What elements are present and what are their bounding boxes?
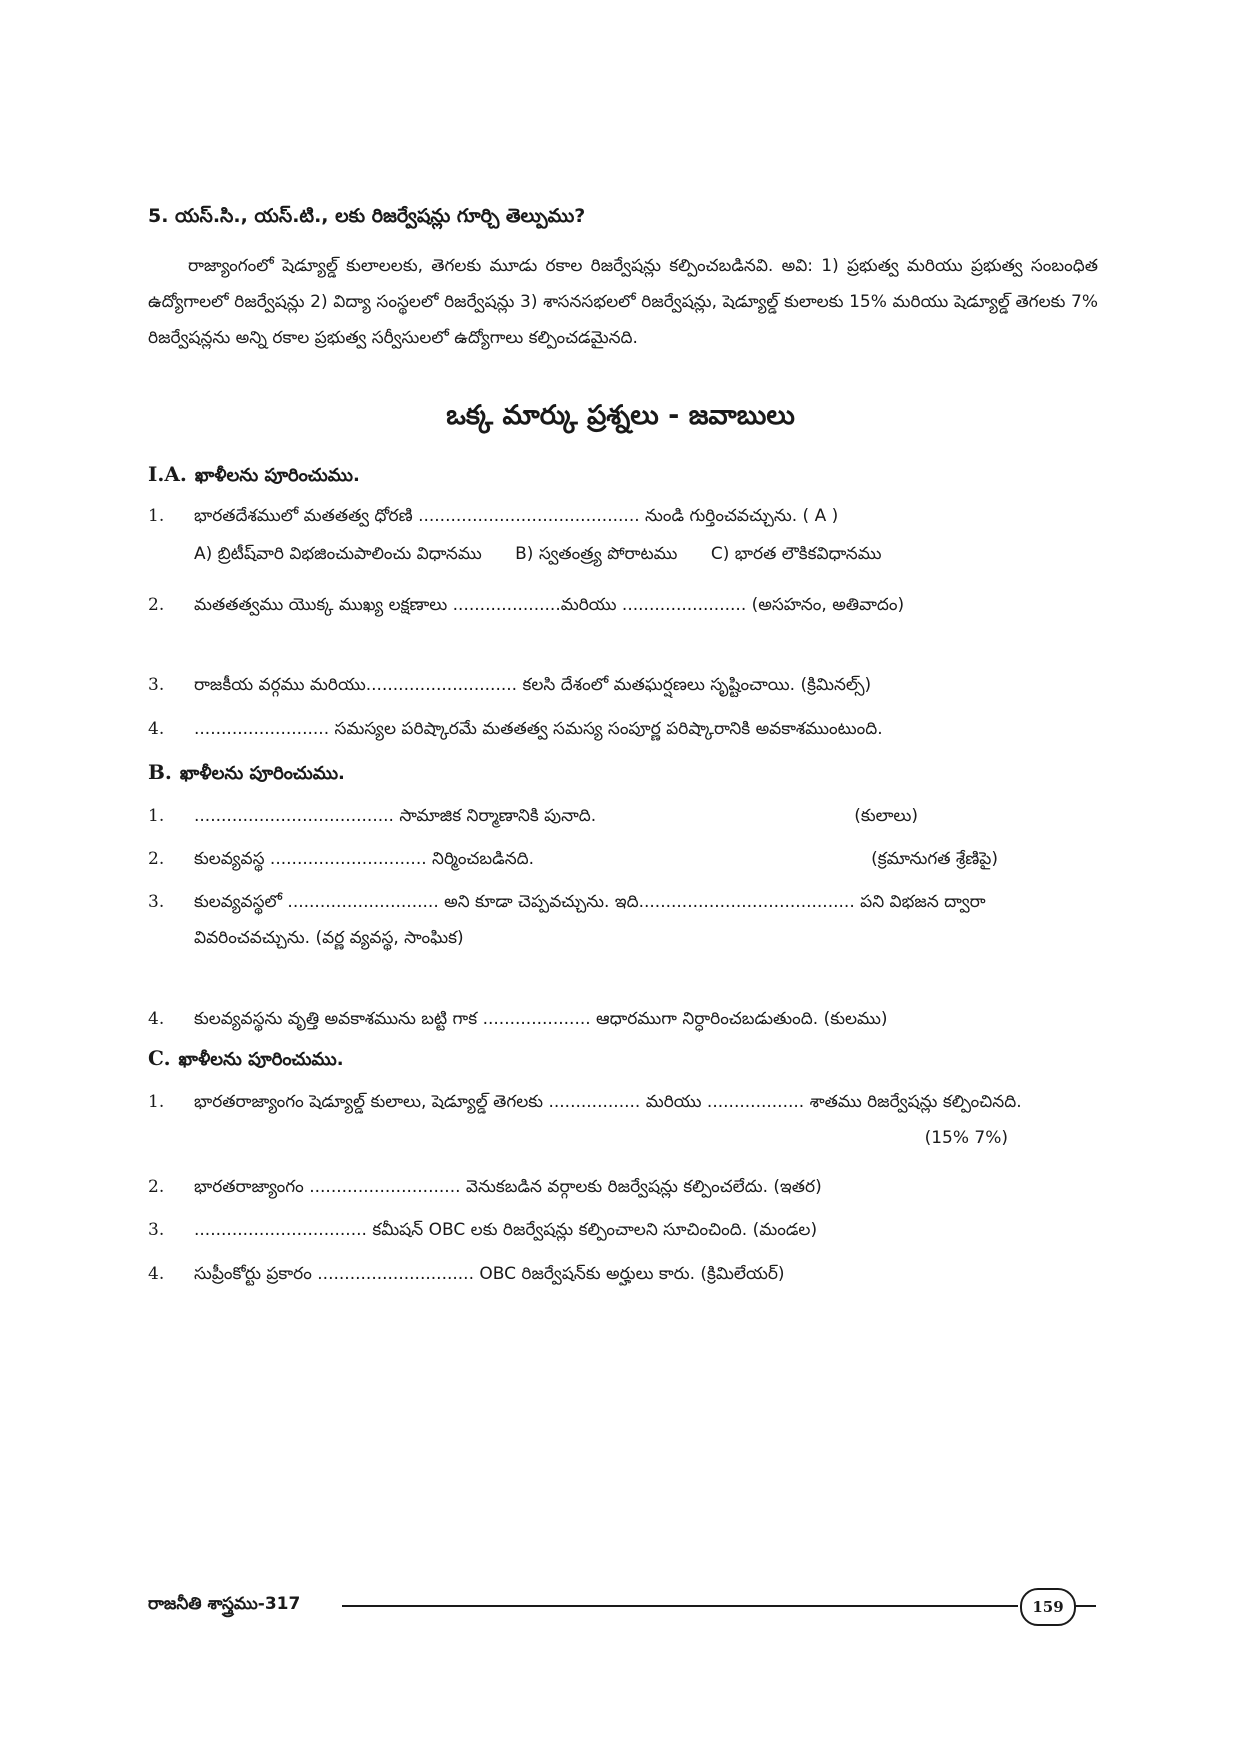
- item-text: భారతదేశములో మతతత్వ ధోరణి ......................................... నుండి గుర్తించవచ్చును. (: [194, 506, 810, 526]
- item-number: 1.: [148, 506, 165, 526]
- section-c-code: C.: [148, 1046, 171, 1070]
- item-text: ..................................... సామాజిక నిర్మాణానికి పునాది.: [194, 806, 597, 826]
- option-a: A) బ్రిటీష్‌వారి విభజించుపాలించు విధానము: [194, 544, 482, 564]
- page-number: 159: [1020, 1588, 1076, 1626]
- item-text: రాజకీయ వర్గము మరియు............................ కలసి దేశంలో మతఘర్షణలు సృష్టించాయి. (క్రిమినల్స్): [194, 675, 872, 695]
- item-number: 1.: [148, 1092, 165, 1112]
- item-text: మతతత్వము యొక్క ముఖ్య లక్షణాలు ....................మరియు ....................... (అసహనం, అతివాదం): [194, 595, 905, 615]
- item-number: 2.: [148, 849, 165, 869]
- section-ia-code: I.A.: [148, 462, 187, 486]
- b-item-4: [148, 1001, 1098, 1037]
- ia-item-3: [148, 667, 1098, 703]
- item-number: 2.: [148, 1177, 165, 1197]
- ia-item-4: [148, 711, 1098, 747]
- item-number: 2.: [148, 595, 165, 615]
- item-text: భారతరాజ్యాంగం ............................ వెనుకబడిన వర్గాలకు రిజర్వేషన్లు కల్పించలేదు.: [194, 1177, 769, 1197]
- section-b-heading: [148, 760, 345, 788]
- b-item-3: [148, 884, 1098, 956]
- item-text: భారతరాజ్యాంగం షెడ్యూల్డ్ కులాలు, షెడ్యూల్డ్ తెగలకు ................. మరియు .................. శాతము రిజర్వేషన్లు కల్పించినది.: [194, 1092, 1022, 1112]
- item-number: 3.: [148, 1220, 165, 1240]
- item-text: కులవ్యవస్థను వృత్తి అవకాశమును బట్టి గాక .................... ఆధారముగా నిర్ధారించబడుతుంది.: [194, 1009, 819, 1029]
- item-answer: (కులాలు): [854, 806, 918, 826]
- c-item-2: [148, 1169, 1098, 1205]
- item-answer: (క్రమానుగత శ్రేణిపై): [871, 849, 998, 869]
- item-answer: (క్రిమిలేయర్): [700, 1264, 785, 1284]
- item-answer: (వర్ణ వ్యవస్థ, సాంఘిక): [315, 928, 464, 948]
- question-heading: 5. యస్.సి., యస్.టి., లకు రిజర్వేషన్లు గూర్చి తెల్పుము?: [148, 205, 586, 227]
- item-answer: (మండల): [752, 1220, 818, 1240]
- option-c: C) భారత లౌకికవిధానము: [710, 544, 882, 564]
- answer-text: రాజ్యాంగంలో షెడ్యూల్డ్ కులాలలకు, తెగలకు మూడు రకాల రిజర్వేషన్లు కల్పించబడినవి. అవి: 1) ప్రభుత్వ మరియు ప్రభుత్వ సంబంధిత ఉద్యోగాలలో రిజర్వేషన్లు 2) విద్యా సంస్థలలో రిజర్వేషన్లు 3) శాసనసభలలో రిజర్వేషన్లు, షెడ్యూల్డ్ కులాలకు 15% మరియు షెడ్యూల్డ్ తెగలకు 7% రిజర్వేషన్లను అన్ని రకాల ప్రభుత్వ సర్వీసులలో ఉద్యోగాలు కల్పించడమైనది.: [148, 256, 1098, 348]
- item-number: 3.: [148, 675, 165, 695]
- ia-item-1-options: [194, 544, 1094, 568]
- item-number: 4.: [148, 1009, 165, 1029]
- footer-title: రాజనీతి శాస్త్రము-317: [148, 1594, 301, 1614]
- item-answer: A ): [814, 506, 839, 526]
- item-answer: (కులము): [823, 1009, 888, 1029]
- footer-rule-tail: [1074, 1605, 1096, 1607]
- item-number: 4.: [148, 1264, 165, 1284]
- answer-paragraph: [148, 248, 1098, 356]
- section-ia-heading: [148, 462, 360, 490]
- section-title: ఒక్క మార్కు ప్రశ్నలు - జవాబులు: [446, 400, 795, 431]
- footer-rule: [342, 1605, 1018, 1607]
- c-item-1: [148, 1084, 1098, 1156]
- item-number: 3.: [148, 892, 165, 912]
- item-text: ......................... సమస్యల పరిష్కారమే మతతత్వ సమస్య సంపూర్ణ పరిష్కారానికి అవకాశముంటుంది.: [194, 719, 883, 739]
- c-item-4: [148, 1256, 1098, 1292]
- item-text: ................................ కమీషన్ OBC లకు రిజర్వేషన్లు కల్పించాలని సూచించింది.: [194, 1220, 748, 1240]
- section-ia-title: ఖాళీలను పూరించుము.: [194, 465, 360, 486]
- section-c-heading: [148, 1046, 344, 1074]
- ia-item-1: [148, 498, 1098, 534]
- section-c-title: ఖాళీలను పూరించుము.: [178, 1049, 344, 1070]
- item-text: కులవ్యవస్థ ............................. నిర్మించబడినది.: [194, 849, 535, 869]
- b-item-2: [148, 841, 1098, 877]
- item-text: కులవ్యవస్థలో ............................ అని కూడా చెప్పవచ్చును. ఇది........................................ పని విభజన ద్వారా వివరించవచ్చును.: [194, 892, 986, 948]
- section-b-title: ఖాళీలను పూరించుము.: [179, 763, 345, 784]
- item-answer: (15% 7%): [924, 1128, 1008, 1148]
- section-b-code: B.: [148, 760, 172, 784]
- ia-item-2: [148, 587, 1098, 623]
- item-answer: (ఇతర): [773, 1177, 822, 1197]
- option-b: B) స్వతంత్ర్య పోరాటము: [515, 544, 678, 564]
- item-text: సుప్రీంకోర్టు ప్రకారం ............................. OBC రిజర్వేషన్‌కు అర్హులు కారు.: [194, 1264, 696, 1284]
- b-item-1: [148, 798, 1098, 834]
- item-number: 1.: [148, 806, 165, 826]
- c-item-3: [148, 1212, 1098, 1248]
- item-number: 4.: [148, 719, 165, 739]
